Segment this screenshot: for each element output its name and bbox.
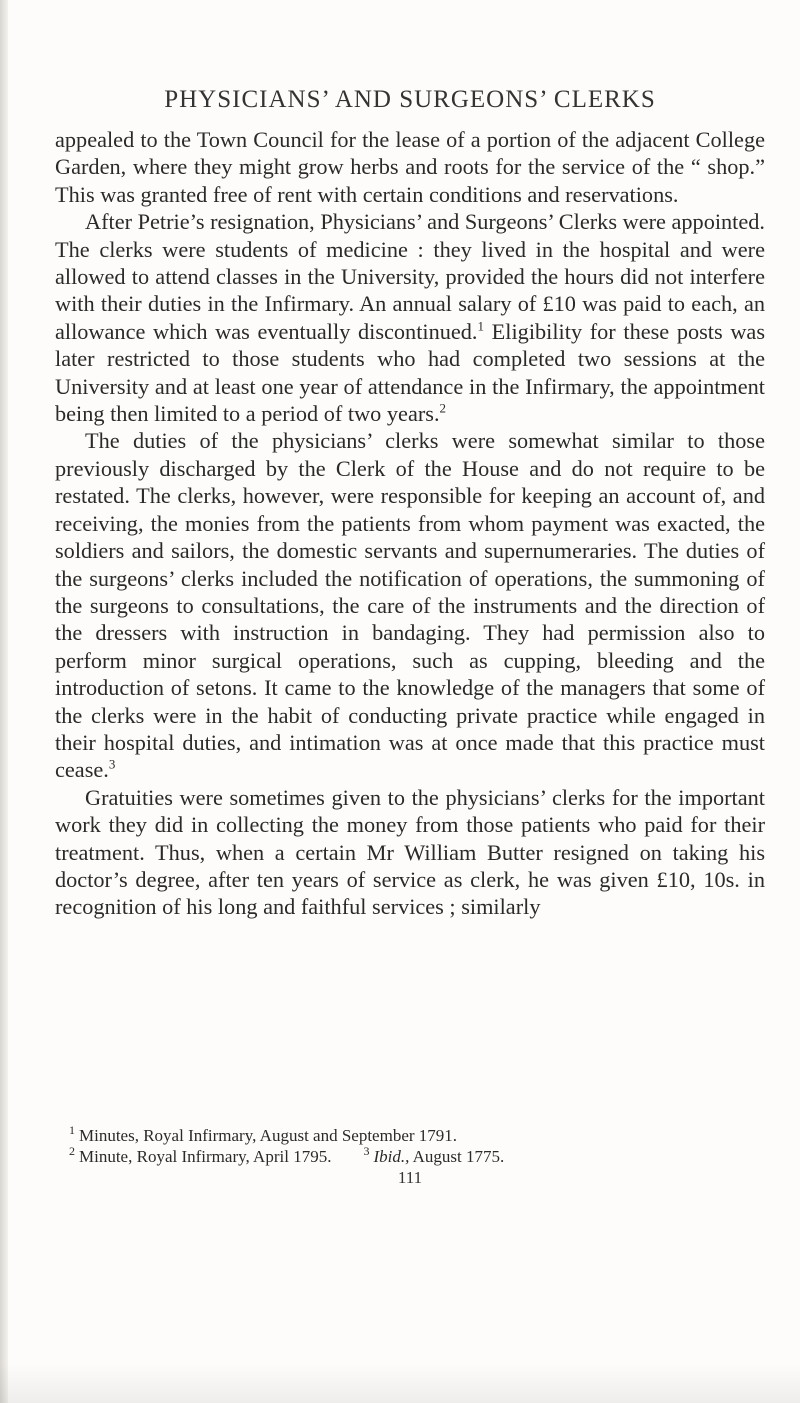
footnotes <box>55 1125 765 1167</box>
running-head: PHYSICIANS’ AND SURGEONS’ CLERKS <box>164 86 656 113</box>
paragraph-2a-text: After Petrie’s resignation, Physicians’ and Surgeons’ Clerks were appointed. The clerks were students of medicine : they lived in the hospital and were allowed to attend classes in the University, provided the hours did not interfere with their duties in the Infirmary. An annual salary of £10 was paid to each, an allowance which was eventually discontinued. <box>55 209 765 344</box>
footnote-2-text: Minute, Royal Infirmary, April 1795. <box>79 1147 332 1166</box>
footnote-2-mark: 2 <box>69 1144 75 1159</box>
footnote-1-mark: 1 <box>69 1123 75 1138</box>
paragraph-3 <box>55 427 765 783</box>
paragraph-1-text: appealed to the Town Council for the lease of a portion of the adjacent College Garden, where they might grow herbs and roots for the service of the “ shop.” This was granted free of rent with certain conditions and reservations. <box>55 127 765 207</box>
footnote-ref-3: 3 <box>108 756 116 772</box>
paragraph-2b-text: Eligibility for these posts was later restricted to those students who had completed two sessions at the University and at least one year of attendance in the Infirmary, the appointment being then limited to a period of two years. <box>55 318 765 427</box>
footnote-3-text: August 1775. <box>409 1147 505 1166</box>
page-number: 111 <box>397 1168 423 1187</box>
footnote-3-mark: 3 <box>363 1144 370 1159</box>
paragraph-4 <box>55 784 765 921</box>
footnote-ref-2: 2 <box>439 400 447 416</box>
paragraph-4-text: Gratuities were sometimes given to the physicians’ clerks for the important work they did in collecting the money from those patients who paid for their treatment. Thus, when a certain Mr William Butter resigned on taking his doctor’s degree, after ten years of service as clerk, he was given £10, 10s. in recognition of his long and faithful services ; similarly <box>55 784 765 920</box>
bottom-shadow <box>0 1363 800 1403</box>
footnote-2-and-3 <box>55 1146 765 1167</box>
paragraph-1 <box>55 126 765 208</box>
body-text <box>55 126 765 921</box>
footnote-ref-1: 1 <box>477 318 485 334</box>
footnote-1-text: Minutes, Royal Infirmary, August and September 1791. <box>79 1126 458 1145</box>
paragraph-2 <box>55 208 765 427</box>
paragraph-3-text: The duties of the physicians’ clerks were somewhat similar to those previously discharged by the Clerk of the House and do not require to be restated. The clerks, however, were responsible for keeping an account of, and receiving, the monies from the patients from whom payment was exacted, the soldiers and sailors, the domestic servants and supernumeraries. The duties of the surgeons’ clerks included the notification of operations, the summoning of the surgeons to consultations, the care of the instruments and the direction of the dressers with instruction in bandaging. They had permission also to perform minor surgical operations, such as cupping, bleeding and the introduction of setons. It came to the knowledge of the managers that some of the clerks were in the habit of conducting private practice while engaged in their hospital duties, and intimation was at once made that this practice must cease. <box>55 428 765 783</box>
page-edge-shadow <box>0 0 8 1403</box>
footnote-3-ibid: Ibid., <box>373 1147 410 1166</box>
footnote-1 <box>55 1125 765 1146</box>
